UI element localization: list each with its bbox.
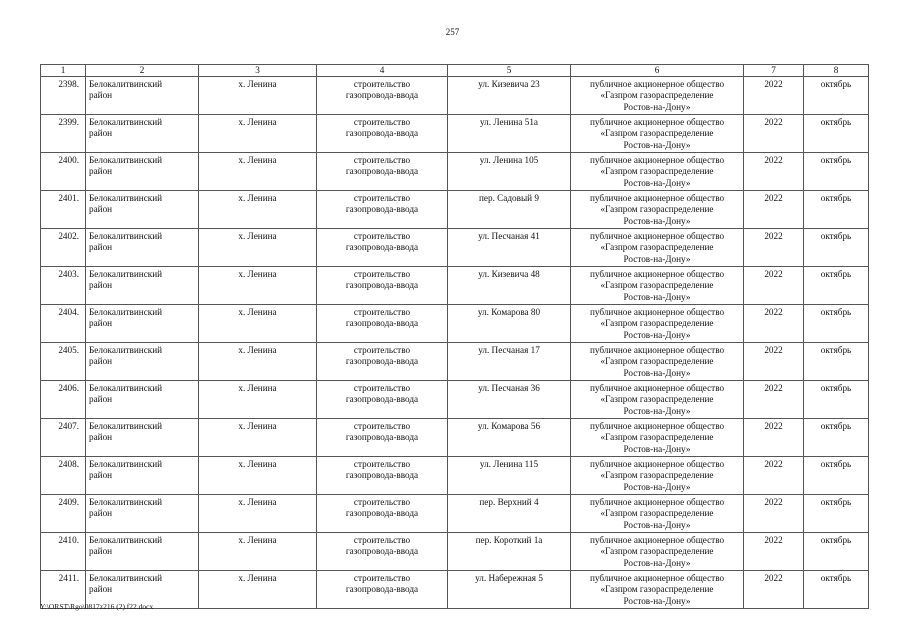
work-type-cell (317, 533, 448, 571)
cell-line: газопровода-ввода (345, 242, 419, 253)
organization-cell (571, 381, 744, 419)
cell-line: публичное акционерное общество (589, 307, 725, 317)
cell-line: Белокалитвинский (89, 193, 163, 203)
cell-line: публичное акционерное общество (589, 573, 725, 583)
year-cell: 2022 (744, 571, 804, 609)
cell-line: район (89, 508, 113, 519)
cell-line: район (89, 432, 113, 443)
cell-line: район (89, 356, 113, 367)
address-cell: пер. Короткий 1а (448, 533, 571, 571)
column-number: 3 (199, 65, 317, 77)
cell-line: Ростов-на-Дону» (623, 291, 691, 302)
cell-line: Ростов-на-Дону» (623, 177, 691, 188)
work-type-cell (317, 343, 448, 381)
settlement-cell: х. Ленина (199, 381, 317, 419)
cell-line: Ростов-на-Дону» (623, 481, 691, 492)
row-number-cell: 2401. (41, 191, 86, 229)
cell-line: Белокалитвинский (89, 155, 163, 165)
settlement-cell: х. Ленина (199, 153, 317, 191)
cell-line: публичное акционерное общество (589, 117, 725, 127)
table-row (41, 153, 869, 191)
table-row (41, 267, 869, 305)
row-number-cell: 2406. (41, 381, 86, 419)
settlement-cell: х. Ленина (199, 115, 317, 153)
organization-cell (571, 191, 744, 229)
cell-line: строительство (353, 535, 411, 545)
cell-line: строительство (353, 269, 411, 279)
cell-line: строительство (353, 193, 411, 203)
year-cell: 2022 (744, 153, 804, 191)
cell-line: «Газпром газораспределение (600, 166, 714, 177)
organization-cell (571, 343, 744, 381)
column-number: 6 (571, 65, 744, 77)
table-row (41, 571, 869, 609)
cell-line: «Газпром газораспределение (600, 242, 714, 253)
cell-line: Белокалитвинский (89, 307, 163, 317)
work-type-cell (317, 191, 448, 229)
file-path-footer: Y:\ORST\Rgo\0817z216 (2).f22.docx (40, 602, 154, 611)
column-number-row (41, 65, 869, 77)
cell-line: «Газпром газораспределение (600, 356, 714, 367)
table-row (41, 343, 869, 381)
cell-line: газопровода-ввода (345, 318, 419, 329)
settlement-cell: х. Ленина (199, 229, 317, 267)
table-row (41, 115, 869, 153)
cell-line: Ростов-на-Дону» (623, 443, 691, 454)
cell-line: «Газпром газораспределение (600, 90, 714, 101)
district-cell (86, 533, 199, 571)
cell-line: район (89, 470, 113, 481)
organization-cell (571, 115, 744, 153)
row-number-cell: 2407. (41, 419, 86, 457)
cell-line: публичное акционерное общество (589, 345, 725, 355)
district-cell (86, 229, 199, 267)
month-cell: октябрь (804, 571, 869, 609)
work-type-cell (317, 77, 448, 115)
settlement-cell: х. Ленина (199, 571, 317, 609)
cell-line: Ростов-на-Дону» (623, 405, 691, 416)
month-cell: октябрь (804, 153, 869, 191)
table-row (41, 305, 869, 343)
cell-line: строительство (353, 155, 411, 165)
year-cell: 2022 (744, 77, 804, 115)
year-cell: 2022 (744, 343, 804, 381)
row-number-cell: 2411. (41, 571, 86, 609)
cell-line: строительство (353, 307, 411, 317)
work-type-cell (317, 571, 448, 609)
month-cell: октябрь (804, 381, 869, 419)
year-cell: 2022 (744, 381, 804, 419)
work-type-cell (317, 495, 448, 533)
district-cell (86, 457, 199, 495)
row-number-cell: 2405. (41, 343, 86, 381)
cell-line: Белокалитвинский (89, 79, 163, 89)
cell-line: Белокалитвинский (89, 459, 163, 469)
month-cell: октябрь (804, 191, 869, 229)
cell-line: Белокалитвинский (89, 497, 163, 507)
cell-line: газопровода-ввода (345, 356, 419, 367)
row-number-cell: 2399. (41, 115, 86, 153)
cell-line: «Газпром газораспределение (600, 280, 714, 291)
column-number: 2 (86, 65, 199, 77)
settlement-cell: х. Ленина (199, 267, 317, 305)
settlement-cell: х. Ленина (199, 77, 317, 115)
district-cell (86, 153, 199, 191)
cell-line: «Газпром газораспределение (600, 584, 714, 595)
cell-line: газопровода-ввода (345, 166, 419, 177)
column-number: 1 (41, 65, 86, 77)
table-row (41, 457, 869, 495)
column-number: 4 (317, 65, 448, 77)
district-cell (86, 343, 199, 381)
cell-line: строительство (353, 421, 411, 431)
cell-line: район (89, 128, 113, 139)
cell-line: публичное акционерное общество (589, 535, 725, 545)
district-cell (86, 267, 199, 305)
organization-cell (571, 571, 744, 609)
address-cell: пер. Верхний 4 (448, 495, 571, 533)
cell-line: Ростов-на-Дону» (623, 215, 691, 226)
cell-line: Ростов-на-Дону» (623, 139, 691, 150)
district-cell (86, 495, 199, 533)
cell-line: Ростов-на-Дону» (623, 101, 691, 112)
cell-line: публичное акционерное общество (589, 79, 725, 89)
organization-cell (571, 153, 744, 191)
district-cell (86, 419, 199, 457)
organization-cell (571, 229, 744, 267)
cell-line: Ростов-на-Дону» (623, 367, 691, 378)
row-number-cell: 2398. (41, 77, 86, 115)
address-cell: ул. Комарова 80 (448, 305, 571, 343)
cell-line: публичное акционерное общество (589, 155, 725, 165)
address-cell: ул. Кизевича 48 (448, 267, 571, 305)
year-cell: 2022 (744, 115, 804, 153)
district-cell (86, 305, 199, 343)
organization-cell (571, 77, 744, 115)
organization-cell (571, 419, 744, 457)
year-cell: 2022 (744, 533, 804, 571)
cell-line: район (89, 280, 113, 291)
cell-line: газопровода-ввода (345, 204, 419, 215)
settlement-cell: х. Ленина (199, 191, 317, 229)
table-row (41, 533, 869, 571)
address-cell: ул. Ленина 51а (448, 115, 571, 153)
month-cell: октябрь (804, 457, 869, 495)
row-number-cell: 2400. (41, 153, 86, 191)
cell-line: «Газпром газораспределение (600, 394, 714, 405)
row-number-cell: 2404. (41, 305, 86, 343)
cell-line: Белокалитвинский (89, 573, 163, 583)
column-number: 5 (448, 65, 571, 77)
organization-cell (571, 495, 744, 533)
work-type-cell (317, 267, 448, 305)
cell-line: Ростов-на-Дону» (623, 595, 691, 606)
row-number-cell: 2402. (41, 229, 86, 267)
work-type-cell (317, 419, 448, 457)
page-number: 257 (445, 27, 460, 37)
month-cell: октябрь (804, 267, 869, 305)
year-cell: 2022 (744, 457, 804, 495)
row-number-cell: 2408. (41, 457, 86, 495)
year-cell: 2022 (744, 229, 804, 267)
table-row (41, 229, 869, 267)
cell-line: Белокалитвинский (89, 231, 163, 241)
cell-line: район (89, 394, 113, 405)
cell-line: публичное акционерное общество (589, 497, 725, 507)
cell-line: район (89, 546, 113, 557)
month-cell: октябрь (804, 419, 869, 457)
cell-line: публичное акционерное общество (589, 459, 725, 469)
month-cell: октябрь (804, 77, 869, 115)
cell-line: район (89, 584, 113, 595)
organization-cell (571, 305, 744, 343)
settlement-cell: х. Ленина (199, 343, 317, 381)
year-cell: 2022 (744, 191, 804, 229)
month-cell: октябрь (804, 115, 869, 153)
cell-line: газопровода-ввода (345, 90, 419, 101)
cell-line: район (89, 204, 113, 215)
table-row (41, 419, 869, 457)
month-cell: октябрь (804, 533, 869, 571)
work-type-cell (317, 381, 448, 419)
cell-line: газопровода-ввода (345, 584, 419, 595)
cell-line: публичное акционерное общество (589, 269, 725, 279)
cell-line: газопровода-ввода (345, 280, 419, 291)
cell-line: строительство (353, 117, 411, 127)
column-number: 8 (804, 65, 869, 77)
cell-line: газопровода-ввода (345, 432, 419, 443)
cell-line: строительство (353, 231, 411, 241)
year-cell: 2022 (744, 495, 804, 533)
organization-cell (571, 457, 744, 495)
year-cell: 2022 (744, 305, 804, 343)
organization-cell (571, 533, 744, 571)
address-cell: ул. Набережная 5 (448, 571, 571, 609)
district-cell (86, 77, 199, 115)
cell-line: строительство (353, 459, 411, 469)
cell-line: Ростов-на-Дону» (623, 329, 691, 340)
month-cell: октябрь (804, 495, 869, 533)
row-number-cell: 2410. (41, 533, 86, 571)
address-cell: ул. Песчаная 17 (448, 343, 571, 381)
cell-line: строительство (353, 79, 411, 89)
table-row (41, 77, 869, 115)
year-cell: 2022 (744, 267, 804, 305)
address-cell: ул. Ленина 115 (448, 457, 571, 495)
cell-line: Белокалитвинский (89, 117, 163, 127)
cell-line: публичное акционерное общество (589, 383, 725, 393)
address-cell: ул. Комарова 56 (448, 419, 571, 457)
row-number-cell: 2409. (41, 495, 86, 533)
cell-line: Белокалитвинский (89, 269, 163, 279)
work-type-cell (317, 229, 448, 267)
cell-line: «Газпром газораспределение (600, 204, 714, 215)
month-cell: октябрь (804, 343, 869, 381)
settlement-cell: х. Ленина (199, 419, 317, 457)
cell-line: район (89, 166, 113, 177)
cell-line: Ростов-на-Дону» (623, 253, 691, 264)
cell-line: строительство (353, 383, 411, 393)
settlement-cell: х. Ленина (199, 305, 317, 343)
cell-line: «Газпром газораспределение (600, 318, 714, 329)
district-cell (86, 191, 199, 229)
cell-line: газопровода-ввода (345, 470, 419, 481)
settlement-cell: х. Ленина (199, 457, 317, 495)
cell-line: район (89, 90, 113, 101)
cell-line: «Газпром газораспределение (600, 508, 714, 519)
cell-line: Ростов-на-Дону» (623, 519, 691, 530)
table-row (41, 495, 869, 533)
cell-line: «Газпром газораспределение (600, 546, 714, 557)
cell-line: публичное акционерное общество (589, 193, 725, 203)
cell-line: Белокалитвинский (89, 345, 163, 355)
table-row (41, 191, 869, 229)
district-cell (86, 381, 199, 419)
month-cell: октябрь (804, 229, 869, 267)
address-cell: пер. Садовый 9 (448, 191, 571, 229)
cell-line: «Газпром газораспределение (600, 470, 714, 481)
cell-line: Белокалитвинский (89, 421, 163, 431)
cell-line: Ростов-на-Дону» (623, 557, 691, 568)
settlement-cell: х. Ленина (199, 495, 317, 533)
address-cell: ул. Песчаная 36 (448, 381, 571, 419)
cell-line: район (89, 318, 113, 329)
cell-line: строительство (353, 345, 411, 355)
table-row (41, 381, 869, 419)
cell-line: строительство (353, 497, 411, 507)
cell-line: строительство (353, 573, 411, 583)
address-cell: ул. Песчаная 41 (448, 229, 571, 267)
cell-line: «Газпром газораспределение (600, 432, 714, 443)
cell-line: газопровода-ввода (345, 394, 419, 405)
work-type-cell (317, 115, 448, 153)
organization-cell (571, 267, 744, 305)
district-cell (86, 115, 199, 153)
work-type-cell (317, 305, 448, 343)
month-cell: октябрь (804, 305, 869, 343)
cell-line: публичное акционерное общество (589, 231, 725, 241)
cell-line: «Газпром газораспределение (600, 128, 714, 139)
column-number: 7 (744, 65, 804, 77)
cell-line: газопровода-ввода (345, 546, 419, 557)
cell-line: газопровода-ввода (345, 508, 419, 519)
gas-works-table (40, 64, 869, 609)
row-number-cell: 2403. (41, 267, 86, 305)
year-cell: 2022 (744, 419, 804, 457)
work-type-cell (317, 153, 448, 191)
cell-line: газопровода-ввода (345, 128, 419, 139)
cell-line: район (89, 242, 113, 253)
settlement-cell: х. Ленина (199, 533, 317, 571)
address-cell: ул. Кизевича 23 (448, 77, 571, 115)
work-type-cell (317, 457, 448, 495)
cell-line: публичное акционерное общество (589, 421, 725, 431)
cell-line: Белокалитвинский (89, 535, 163, 545)
address-cell: ул. Ленина 105 (448, 153, 571, 191)
cell-line: Белокалитвинский (89, 383, 163, 393)
